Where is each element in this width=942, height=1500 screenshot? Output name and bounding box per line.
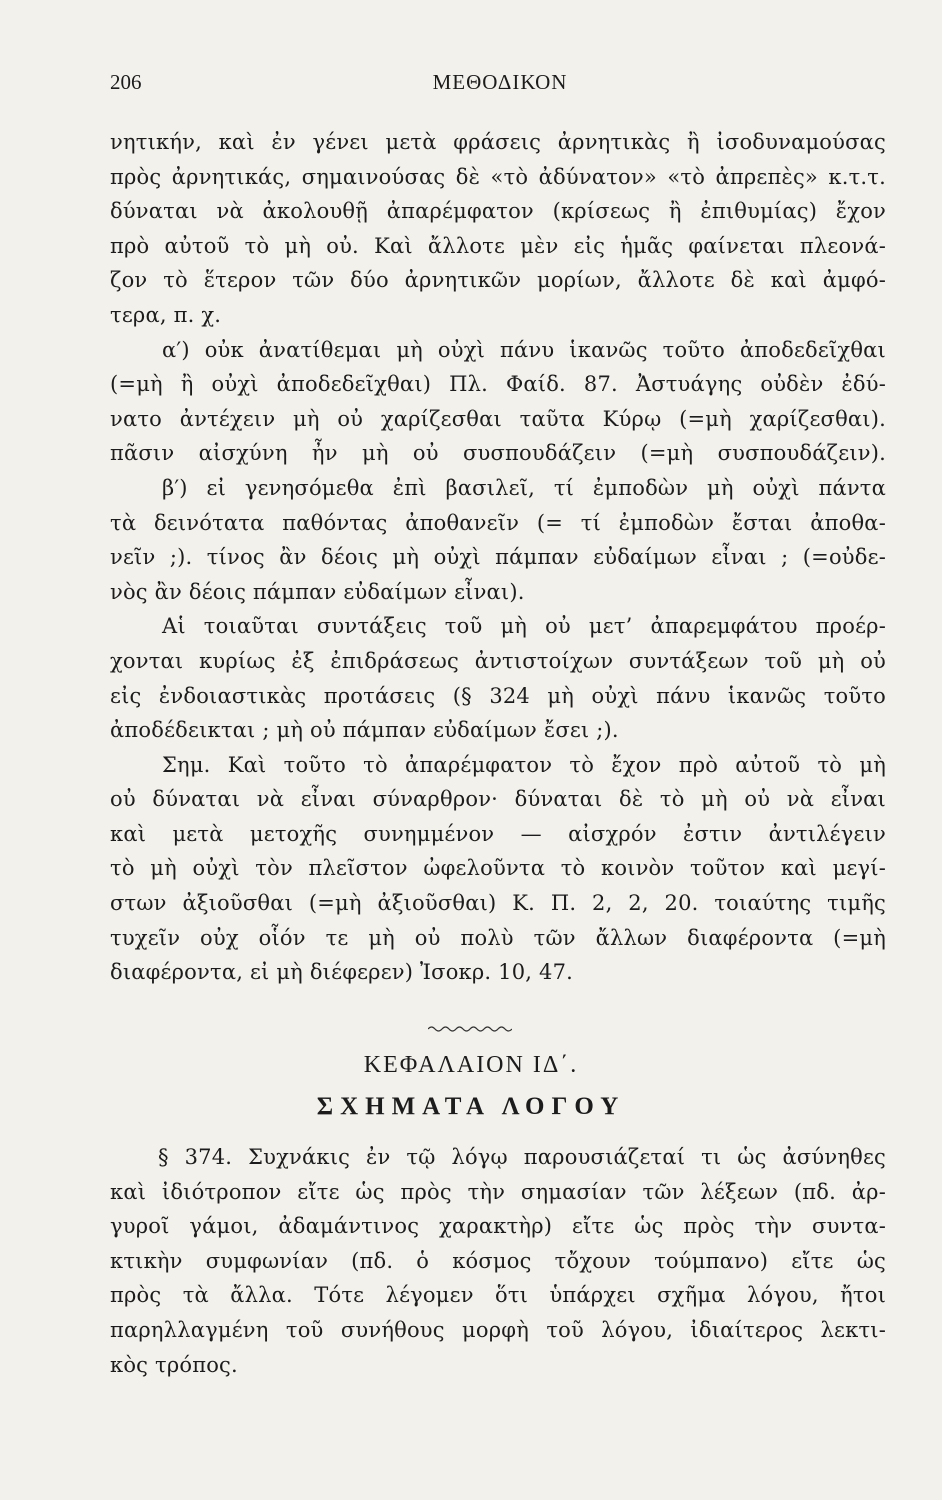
body-text: [110, 125, 886, 990]
running-title: ΜΕΘΟΔΙΚΟΝ: [432, 70, 568, 94]
text-line: γυροῖ γάμοι, ἀδαμάντινος χαρακτὴρ) εἴτε ὡς πρὸς τὴν συντα-: [110, 1214, 886, 1239]
text-line: δύναται νὰ ἀκολουθῇ ἀπαρέμφατον (κρίσεως ἢ ἐπιθυμίας) ἔχον: [110, 199, 886, 224]
text-line: οὐ δύναται νὰ εἶναι σύναρθρον· δύναται δὲ τὸ μὴ οὐ νὰ εἶναι: [110, 787, 886, 812]
text-line: κὸς τρόπος.: [110, 1352, 238, 1377]
text-line: νὸς ἂν δέοις πάμπαν εὐδαίμων εἶναι).: [110, 579, 525, 604]
text-line: χονται κυρίως ἐξ ἐπιδράσεως ἀντιστοίχων συντάξεων τοῦ μὴ οὐ: [110, 648, 886, 673]
text-line: (=μὴ ἢ οὐχὶ ἀποδεδεῖχθαι) Πλ. Φαίδ. 87. Ἀστυάγης οὐδὲν ἐδύ-: [110, 372, 886, 397]
text-line: καὶ ἰδιότροπον εἴτε ὡς πρὸς τὴν σημασίαν τῶν λέξεων (πδ. ἀρ-: [110, 1179, 886, 1204]
text-line: πᾶσιν αἰσχύνη ἦν μὴ οὐ συσπουδάζειν (=μὴ συσπουδάζειν).: [110, 441, 886, 466]
text-line: τερα, π. χ.: [110, 302, 222, 327]
chapter-title: ΚΕΦΑΛΑΙΟΝ ΙΔ΄.: [363, 1052, 579, 1078]
running-head: [110, 70, 890, 100]
text-line: πρὸ αὐτοῦ τὸ μὴ οὐ. Καὶ ἄλλοτε μὲν εἰς ἡμᾶς φαίνεται πλεονά-: [110, 233, 886, 258]
text-line: ἀποδέδεικται ; μὴ οὐ πάμπαν εὐδαίμων ἔσει ;).: [110, 718, 619, 743]
text-line: πρὸς τὰ ἄλλα. Τότε λέγομεν ὅτι ὑπάρχει σχῆμα λόγου, ἤτοι: [110, 1283, 886, 1308]
text-line: εἰς ἐνδοιαστικὰς προτάσεις (§ 324 μὴ οὐχὶ πάνυ ἱκανῶς τοῦτο: [110, 683, 886, 708]
text-line: πρὸς ἀρνητικάς, σημαινούσας δὲ «τὸ ἀδύνατον» «τὸ ἀπρεπὲς» κ.τ.τ.: [110, 164, 886, 189]
ornamental-divider: [428, 1024, 512, 1034]
text-line: διαφέροντα, εἰ μὴ διέφερεν) Ἰσοκρ. 10, 47.: [110, 960, 574, 985]
text-line: καὶ μετὰ μετοχῆς συνημμένον — αἰσχρόν ἐστιν ἀντιλέγειν: [110, 821, 886, 846]
text-line: Σημ. Καὶ τοῦτο τὸ ἀπαρέμφατον τὸ ἔχον πρὸ αὐτοῦ τὸ μὴ: [162, 752, 886, 777]
text-line: Αἱ τοιαῦται συντάξεις τοῦ μὴ οὐ μετ’ ἀπαρεμφάτου προέρ-: [162, 614, 886, 639]
text-line: α′) οὐκ ἀνατίθεμαι μὴ οὐχὶ πάνυ ἱκανῶς τοῦτο ἀποδεδεῖχθαι: [162, 337, 886, 362]
text-line: ζον τὸ ἕτερον τῶν δύο ἀρνητικῶν μορίων, ἄλλοτε δὲ καὶ ἀμφό-: [110, 268, 886, 293]
text-line: νητικήν, καὶ ἐν γένει μετὰ φράσεις ἀρνητικὰς ἢ ἰσοδυναμούσας: [110, 130, 886, 154]
text-line: § 374. Συχνάκις ἐν τῷ λόγῳ παρουσιάζεταί τι ὡς ἀσύνηθες: [158, 1145, 886, 1169]
chapter-subtitle: ΣΧΗΜΑΤΑ ΛΟΓΟΥ: [316, 1093, 626, 1120]
text-line: τὸ μὴ οὐχὶ τὸν πλεῖστον ὠφελοῦντα τὸ κοινὸν τοῦτον καὶ μεγί-: [110, 856, 886, 881]
text-line: νεῖν ;). τίνος ἂν δέοις μὴ οὐχὶ πάμπαν εὐδαίμων εἶναι ; (=οὐδε-: [110, 545, 886, 570]
text-line: τυχεῖν οὐχ οἷόν τε μὴ οὐ πολὺ τῶν ἄλλων διαφέροντα (=μὴ: [110, 925, 886, 950]
chapter-text: [110, 1140, 886, 1382]
text-line: κτικὴν συμφωνίαν (πδ. ὁ κόσμος τὄχουν τούμπανο) εἴτε ὡς: [110, 1248, 886, 1273]
text-line: παρηλλαγμένη τοῦ συνήθους μορφὴ τοῦ λόγου, ἰδιαίτερος λεκτι-: [110, 1317, 886, 1342]
text-line: στων ἀξιοῦσθαι (=μὴ ἀξιοῦσθαι) Κ. Π. 2, 2, 20. τοιαύτης τιμῆς: [110, 891, 886, 916]
text-line: νατο ἀντέχειν μὴ οὐ χαρίζεσθαι ταῦτα Κύρῳ (=μὴ χαρίζεσθαι).: [110, 406, 886, 431]
page-number: 206: [110, 70, 142, 94]
text-line: β′) εἰ γενησόμεθα ἐπὶ βασιλεῖ, τί ἐμποδὼν μὴ οὐχὶ πάντα: [162, 475, 886, 500]
text-line: τὰ δεινότατα παθόντας ἀποθανεῖν (= τί ἐμποδὼν ἔσται ἀποθα-: [110, 510, 886, 535]
